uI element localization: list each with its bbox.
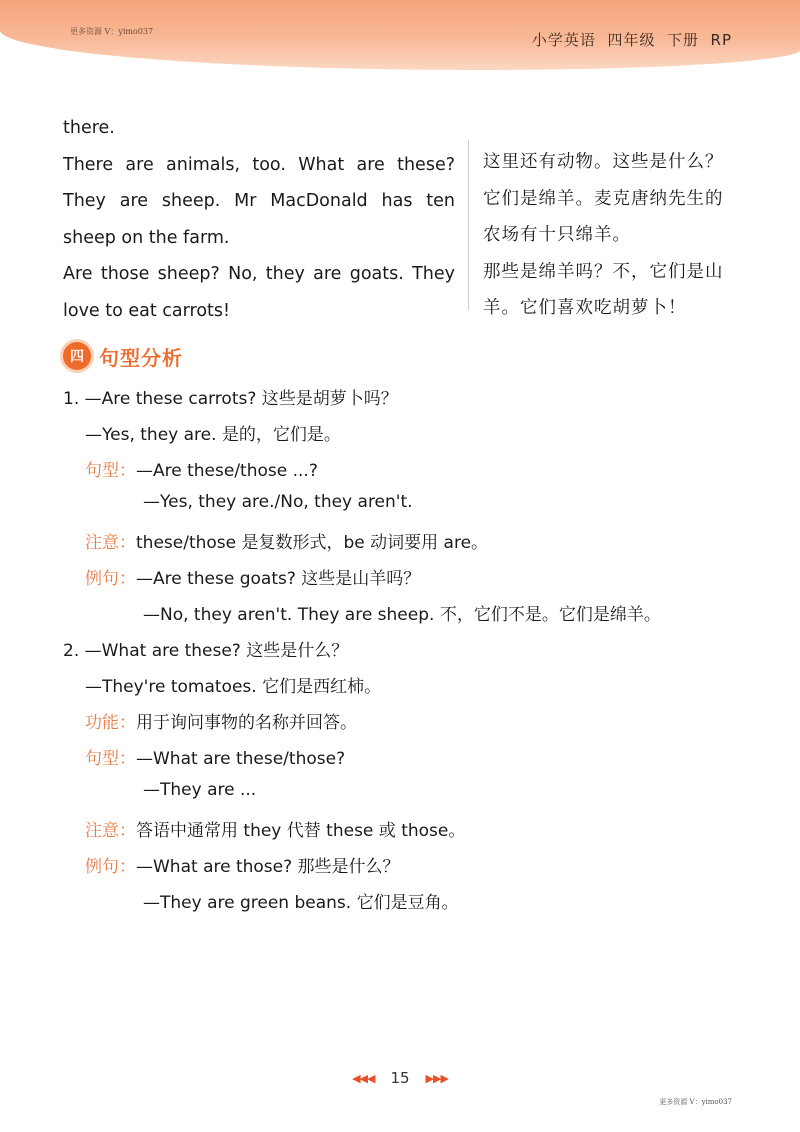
item2-example-2: —They are green beans. 它们是豆角。 — [143, 893, 459, 913]
item1-pattern-1 — [85, 456, 318, 481]
book-info: 小学英语 四年级 下册 RP — [531, 31, 732, 49]
example-text: —What are those? 那些是什么？ — [136, 857, 400, 877]
english-paragraph-1: there. — [63, 118, 115, 138]
section-number-badge: 四 — [63, 342, 91, 370]
item1-answer: —Yes, they are. 是的，它们是。 — [85, 425, 341, 445]
example-tag: 例句： — [85, 569, 136, 589]
page-header — [0, 0, 800, 70]
english-paragraph-2: There are animals, too. What are these? They are sheep. Mr MacDonald has ten sheep on the farm. — [63, 154, 455, 248]
pattern-tag: 句型： — [85, 461, 136, 481]
header-watermark: 更多资源 V：yimo037 — [70, 27, 154, 36]
function-text: 用于询问事物的名称并回答。 — [136, 713, 357, 733]
item2-answer: —They're tomatoes. 它们是西红柿。 — [85, 677, 382, 697]
item1-note — [85, 528, 488, 553]
english-column — [63, 110, 455, 329]
function-tag: 功能： — [85, 713, 136, 733]
note-tag: 注意： — [85, 533, 136, 553]
item2-pattern-2: —They are ... — [143, 780, 257, 800]
english-paragraph-3: Are those sheep? No, they are goats. They love to eat carrots! — [63, 264, 455, 321]
previous-arrows-icon: ◀◀◀ — [352, 1071, 375, 1085]
page-number: 15 — [390, 1069, 410, 1087]
item1-example-2: —No, they aren't. They are sheep. 不，它们不是。它们是绵羊。 — [143, 605, 661, 625]
note-tag: 注意： — [85, 821, 136, 841]
example-tag: 例句： — [85, 857, 136, 877]
item1-pattern-2: —Yes, they are./No, they aren't. — [143, 492, 413, 512]
item2-pattern-1 — [85, 744, 345, 769]
note-text: these/those 是复数形式，be 动词要用 are。 — [136, 533, 489, 553]
pattern-text: —What are these/those? — [136, 749, 346, 769]
next-arrows-icon: ▶▶▶ — [425, 1071, 448, 1085]
pattern-text: —Are these/those ...? — [136, 461, 318, 481]
item2-question: 2. —What are these? 这些是什么？ — [63, 641, 349, 661]
item1-question: 1. —Are these carrots? 这些是胡萝卜吗？ — [63, 389, 398, 409]
chinese-paragraph-1: 这里还有动物。这些是什么？它们是绵羊。麦克唐纳先生的农场有十只绵羊。 — [483, 152, 724, 245]
footer-watermark: 更多资源 V：yimo037 — [659, 1098, 732, 1106]
example-text: —Are these goats? 这些是山羊吗？ — [136, 569, 421, 589]
item2-note — [85, 816, 465, 841]
page-footer-nav — [330, 1068, 470, 1088]
item2-example-1 — [85, 852, 400, 877]
chinese-column — [483, 144, 733, 327]
section-title: 句型分析 — [99, 345, 183, 370]
section-heading — [63, 342, 183, 370]
column-divider — [468, 140, 469, 310]
item1-example-1 — [85, 564, 420, 589]
item2-function — [85, 708, 357, 733]
pattern-tag: 句型： — [85, 749, 136, 769]
chinese-paragraph-2: 那些是绵羊吗？不，它们是山羊。它们喜欢吃胡萝卜！ — [483, 261, 724, 318]
note-text: 答语中通常用 they 代替 these 或 those。 — [136, 821, 466, 841]
